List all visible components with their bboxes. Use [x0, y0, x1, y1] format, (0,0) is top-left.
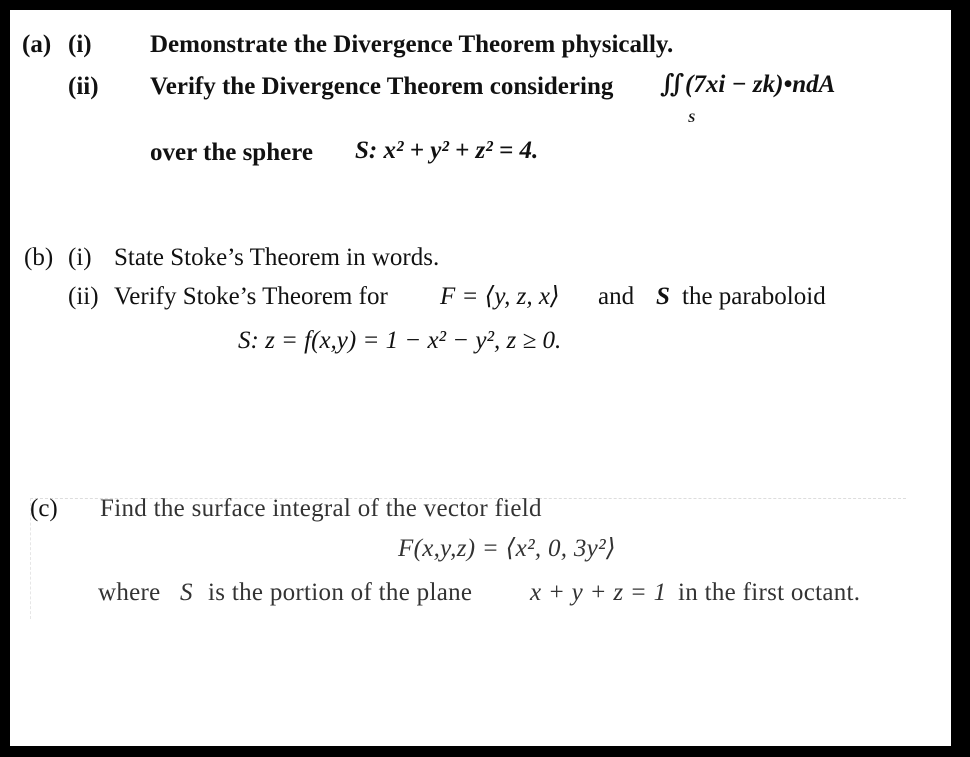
- part-b-i-label: (i): [68, 244, 92, 271]
- part-a-i-label: (i): [68, 31, 92, 58]
- part-a-i-text: Demonstrate the Divergence Theorem physically.: [150, 31, 674, 58]
- plane-equation: x + y + z = 1: [530, 579, 667, 606]
- part-b-label: (b): [24, 244, 54, 271]
- question-sheet: [10, 10, 951, 746]
- paraboloid-equation: S: z = f(x,y) = 1 − x² − y², z ≥ 0.: [238, 327, 562, 354]
- part-b-ii-text-suffix: the paraboloid: [682, 283, 826, 310]
- part-a-ii-line2: over the sphere: [150, 139, 313, 166]
- sphere-equation: S: x² + y² + z² = 4.: [355, 137, 539, 164]
- part-b-ii-label: (ii): [68, 283, 99, 310]
- part-c-field: F(x,y,z) = ⟨x², 0, 3y²⟩: [398, 535, 616, 562]
- part-c-is-portion: is the portion of the plane: [208, 579, 473, 606]
- part-a-ii-text: Verify the Divergence Theorem considering: [150, 73, 614, 100]
- part-c-where: where: [98, 579, 161, 606]
- stokes-field: F = ⟨y, z, x⟩: [440, 283, 560, 310]
- part-c-text: Find the surface integral of the vector field: [100, 495, 542, 522]
- integral-subscript: S: [688, 110, 696, 125]
- part-c-label: (c): [30, 495, 58, 522]
- part-b-ii-s: S: [656, 283, 670, 310]
- part-c-s: S: [180, 579, 193, 606]
- part-b-ii-text-prefix: Verify Stoke’s Theorem for: [114, 283, 388, 310]
- part-b-i-text: State Stoke’s Theorem in words.: [114, 244, 440, 271]
- divergence-integral: ∬(7xi − zk)•ndA: [660, 71, 836, 98]
- part-c-octant: in the first octant.: [678, 579, 861, 606]
- part-b-ii-and: and: [598, 283, 635, 310]
- part-a-ii-label: (ii): [68, 73, 99, 100]
- part-a-label: (a): [22, 31, 52, 58]
